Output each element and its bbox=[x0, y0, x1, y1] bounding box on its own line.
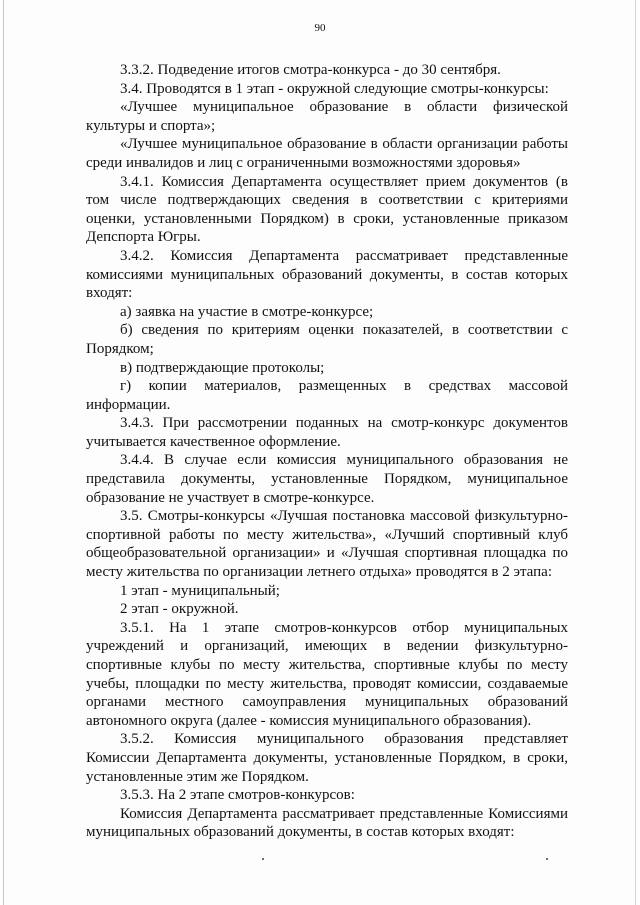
page-number: 90 bbox=[314, 22, 326, 34]
paragraph: б) сведения по критериям оценки показателей, в соответствии с Порядком; bbox=[86, 322, 568, 357]
paragraph: 2 этап - окружной. bbox=[120, 601, 239, 618]
scan-speck bbox=[546, 858, 548, 860]
scan-speck bbox=[262, 858, 264, 860]
paragraph: 3.4.4. В случае если комиссия муниципального образования не представила документы, установленные Порядком, муниципальное образование не участвует в смотре-конкурсе. bbox=[86, 452, 568, 506]
paragraph: 3.3.2. Подведение итогов смотра-конкурса - до 30 сентября. bbox=[120, 62, 501, 78]
paragraph: 3.5.3. На 2 этапе смотров-конкурсов: bbox=[120, 787, 355, 804]
scan-edge-left bbox=[3, 0, 4, 905]
paragraph: 3.4.1. Комиссия Департамента осуществляет прием документов (в том числе подтверждающих сведения в соответствии с критериями оценки, установленными Порядком) в сроки, установленные приказом Депспорта Югры. bbox=[86, 173, 568, 246]
paragraph: г) копии материалов, размещенных в средствах массовой информации. bbox=[86, 378, 568, 413]
document-body bbox=[86, 61, 568, 842]
paragraph: а) заявка на участие в смотре-конкурсе; bbox=[120, 303, 374, 320]
scan-edge-right bbox=[635, 0, 636, 905]
paragraph: 3.4. Проводятся в 1 этап - окружной следующие смотры-конкурсы: bbox=[120, 80, 549, 97]
paragraph: 3.5. Смотры-конкурсы «Лучшая постановка массовой физкультурно-спортивной работы по месту жительства», «Лучший спортивный клуб общеобразовательной организации» и «Лучшая спортивная площадка по месту жительства по организации летнего отдыха» проводятся в 2 этапа: bbox=[86, 508, 568, 581]
paragraph: 3.5.2. Комиссия муниципального образования представляет Комиссии Департамента документы, установленные Порядком, в сроки, установленные этим же Порядком. bbox=[86, 731, 568, 785]
paragraph: Комиссия Департамента рассматривает представленные Комиссиями муниципальных образований документы, в состав которых входят: bbox=[86, 805, 568, 841]
paragraph: в) подтверждающие протоколы; bbox=[120, 359, 325, 376]
paragraph: 3.4.3. При рассмотрении поданных на смотр-конкурс документов учитывается качественное оформление. bbox=[86, 415, 568, 450]
paragraph: 1 этап - муниципальный; bbox=[120, 582, 280, 599]
paragraph: «Лучшее муниципальное образование в области организации работы среди инвалидов и лиц с ограниченными возможностями здоровья» bbox=[86, 136, 568, 171]
paragraph: 3.5.1. На 1 этапе смотров-конкурсов отбор муниципальных учреждений и организаций, имеющих в ведении физкультурно-спортивные клубы по месту жительства, спортивные клубы по месту учебы, площадки по месту жительства, проводят комиссии, создаваемые органами местного самоуправления муниципальных образований автономного округа (далее - комиссия муниципального образования). bbox=[86, 619, 568, 729]
paragraph: «Лучшее муниципальное образование в области физической культуры и спорта»; bbox=[86, 99, 568, 134]
paragraph: 3.4.2. Комиссия Департамента рассматривает представленные комиссиями муниципальных образований документы, в состав которых входят: bbox=[86, 247, 568, 302]
